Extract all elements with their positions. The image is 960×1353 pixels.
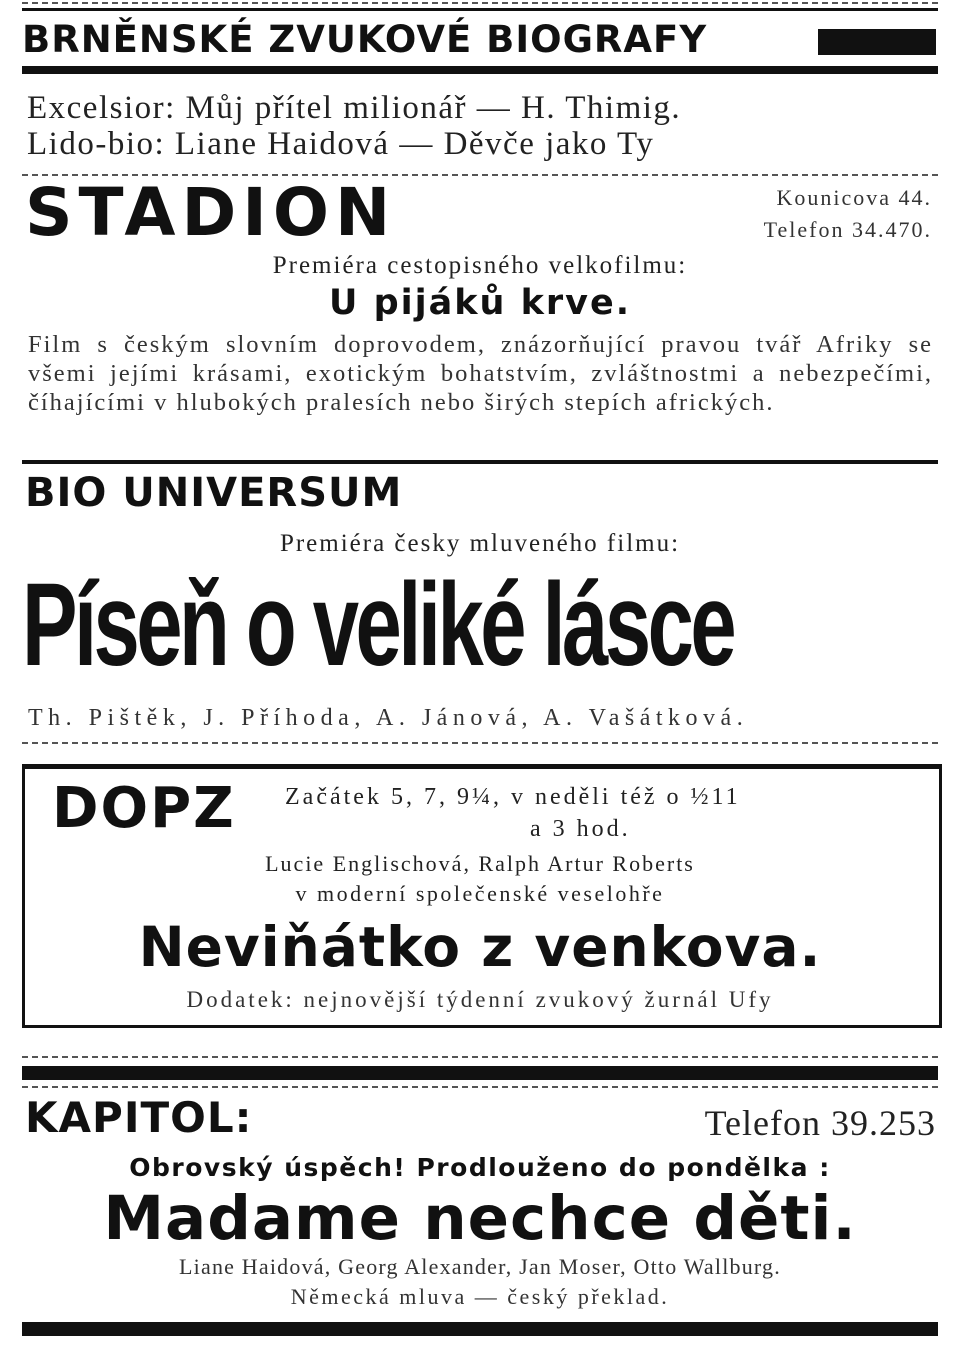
kapitol-notice: Obrovský úspěch! Prodlouženo do pondělka :: [129, 1153, 831, 1182]
kapitol-cast: Liane Haidová, Georg Alexander, Jan Moser, Otto Wallburg.: [179, 1254, 781, 1279]
dopz-supplement: Dodatek: nejnovější týdenní zvukový žurnál Ufy: [186, 987, 774, 1012]
stadion-address: Kounicova 44.: [776, 185, 932, 210]
universum-premiere: Premiéra česky mluveného filmu:: [279, 530, 681, 557]
dopz-genre: v moderní společenské veselohře: [295, 881, 665, 906]
divider: [22, 1056, 938, 1058]
universum-film-title: Píseň o veliké lásce: [22, 559, 734, 691]
cinema-line-excelsior: Excelsior: Můj přítel milionář — H. Thimig.: [27, 90, 682, 126]
kapitol-language: Německá mluva — český překlad.: [290, 1284, 670, 1309]
kapitol-film-title: Madame nechce děti.: [103, 1183, 857, 1254]
dopz-showtimes-cont: a 3 hod.: [530, 816, 631, 842]
header-black-block: [818, 29, 936, 55]
cinema-line-lido: Lido-bio: Liane Haidová — Děvče jako Ty: [27, 126, 655, 162]
universum-title: BIO UNIVERSUM: [25, 470, 403, 516]
divider: [22, 742, 938, 744]
header-title: BRNĚNSKÉ ZVUKOVÉ BIOGRAFY: [22, 18, 708, 61]
divider: [22, 460, 938, 464]
kapitol-title: KAPITOL:: [25, 1093, 253, 1142]
stadion-phone: Telefon 34.470.: [763, 217, 932, 242]
dopz-film-title: Neviňátko z venkova.: [138, 915, 822, 979]
stadion-title: STADION: [25, 174, 397, 251]
bottom-rule: [22, 1322, 938, 1336]
top-rule: [22, 8, 938, 11]
top-dashed-rule: [22, 2, 938, 4]
kapitol-phone: Telefon 39.253: [704, 1103, 936, 1143]
stadion-description: Film s českým slovním doprovodem, znázorňující pravou tvář Afriky se všemi jejími krásami, exotickým bohatstvím, zvláštnostmi a nebezpečími, číhajícími v hlubokých pralesích nebo širých stepích afrických.: [28, 331, 933, 416]
stadion-premiere: Premiéra cestopisného velkofilmu:: [272, 252, 688, 279]
dopz-cast: Lucie Englischová, Ralph Artur Roberts: [265, 851, 695, 876]
stadion-film-title: U pijáků krve.: [328, 283, 632, 323]
universum-cast: Th. Pištěk, J. Příhoda, A. Jánová, A. Vašátková.: [28, 705, 749, 731]
dopz-title: DOPZ: [52, 776, 236, 841]
dopz-showtimes: Začátek 5, 7, 9¼, v neděli též o ½11: [285, 784, 741, 810]
header-rule: [22, 66, 938, 74]
kapitol-top-rule: [22, 1066, 938, 1080]
divider: [22, 1086, 938, 1088]
